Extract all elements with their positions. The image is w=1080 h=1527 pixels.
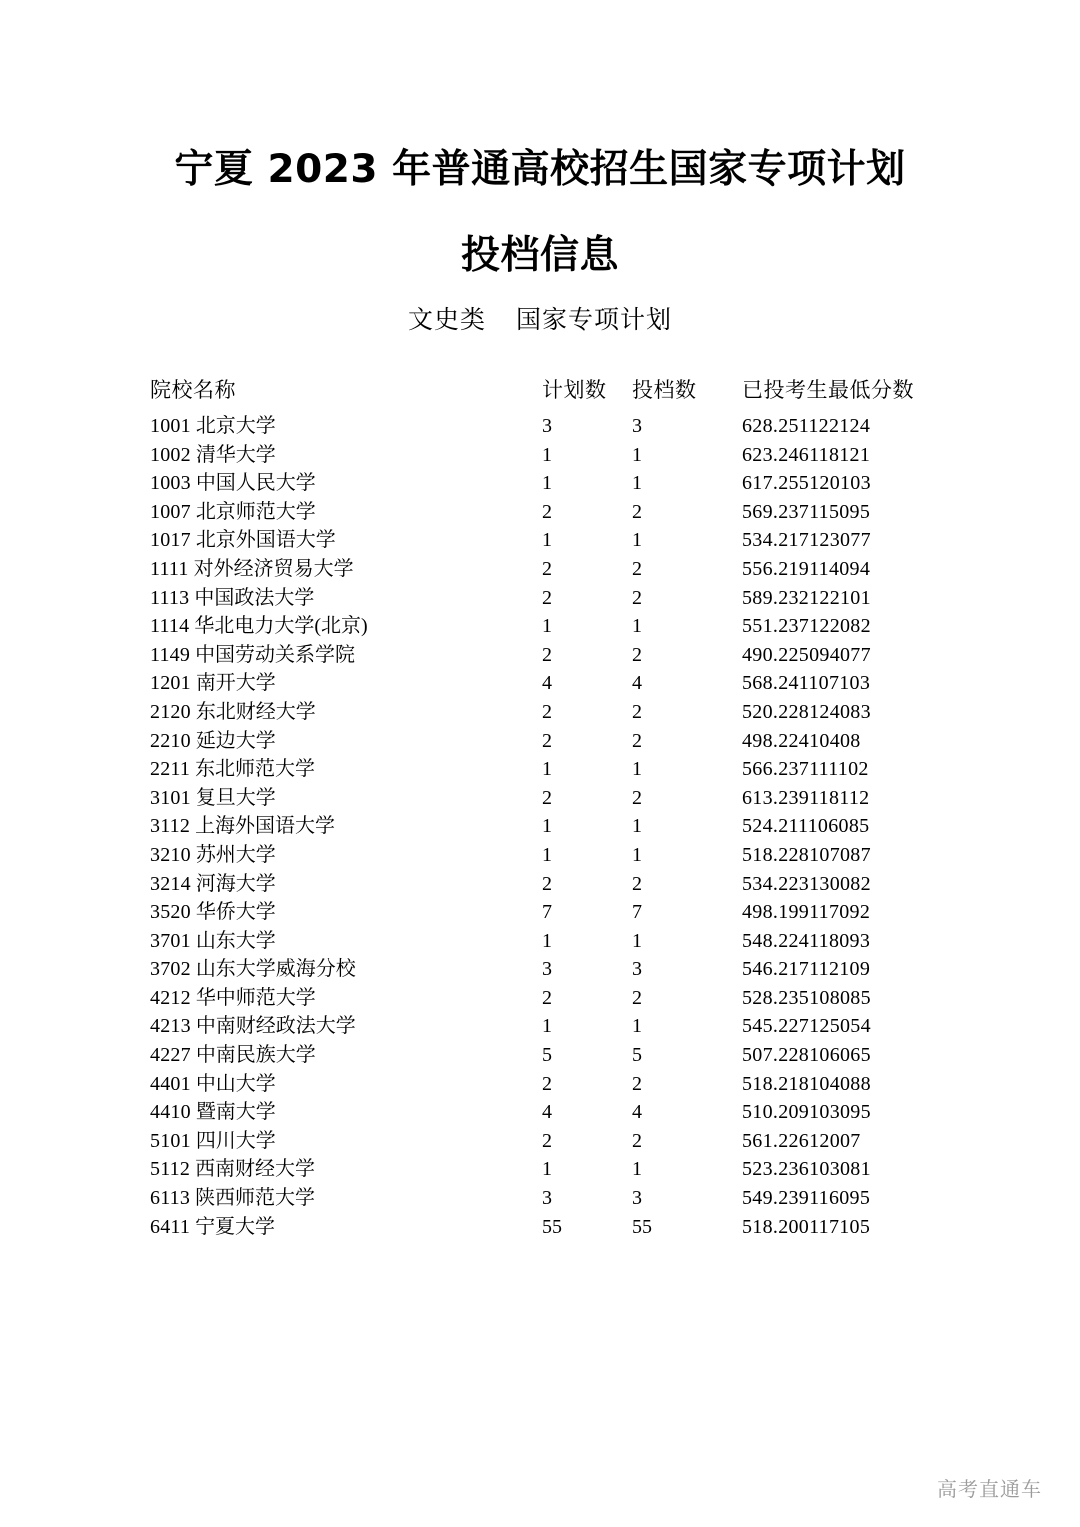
cell-filed-count: 1: [632, 472, 642, 495]
cell-plan-count: 1: [542, 815, 552, 838]
subtitle-category: 文史类: [407, 307, 486, 334]
institution-name: 北京大学: [195, 415, 276, 437]
cell-institution: [150, 698, 542, 727]
table-row: [150, 1070, 940, 1099]
cell-plan-count: 1: [542, 758, 552, 781]
table-row: [150, 870, 940, 899]
institution-code: 1017: [150, 529, 191, 552]
cell-filed-count: 2: [632, 700, 642, 723]
cell-min-score: 613.239118112: [742, 786, 870, 809]
cell-min-score: 623.246118121: [742, 443, 871, 466]
cell-plan-count: 55: [542, 1215, 562, 1238]
institution-code: 1002: [150, 443, 191, 466]
cell-filed-count: 7: [632, 901, 642, 924]
cell-plan-count: 4: [542, 1101, 552, 1124]
cell-institution: [150, 1155, 542, 1184]
cell-plan-count: 1: [542, 529, 552, 552]
cell-filed-count: 1: [632, 1015, 642, 1038]
cell-min-score: 528.235108085: [742, 986, 871, 1009]
institution-name: 四川大学: [195, 1129, 276, 1152]
cell-min-score: 566.237111102: [742, 758, 869, 781]
cell-filed-count: 2: [632, 557, 642, 580]
watermark: 高考直通车: [937, 1479, 1042, 1501]
cell-institution: [150, 526, 542, 555]
cell-plan-count: 3: [542, 415, 552, 437]
cell-institution: [150, 641, 542, 670]
institution-code: 5101: [150, 1129, 191, 1152]
cell-plan-count: 4: [542, 672, 552, 695]
cell-filed-count: 4: [632, 672, 642, 695]
institution-code: 4410: [150, 1101, 191, 1124]
cell-min-score: 534.223130082: [742, 872, 871, 895]
table-row: [150, 755, 940, 784]
cell-filed-count: 2: [632, 643, 642, 666]
institution-name: 苏州大学: [195, 843, 276, 866]
cell-filed-count: 2: [632, 729, 642, 752]
institution-code: 3214: [150, 872, 191, 895]
institution-name: 北京外国语大学: [195, 529, 336, 552]
table-row: [150, 412, 940, 441]
cell-plan-count: 2: [542, 786, 552, 809]
cell-min-score: 548.224118093: [742, 929, 871, 952]
institution-code: 3101: [150, 786, 191, 809]
institution-code: 1007: [150, 500, 191, 523]
cell-plan-count: 2: [542, 586, 552, 609]
cell-filed-count: 1: [632, 1158, 642, 1181]
cell-plan-count: 2: [542, 986, 552, 1009]
cell-min-score: 549.239116095: [742, 1187, 871, 1210]
institution-name: 延边大学: [195, 729, 276, 752]
institution-name: 华北电力大学(北京): [194, 615, 368, 638]
table-row: [150, 584, 940, 613]
institution-code: 4401: [150, 1072, 191, 1095]
institution-code: 1111: [150, 557, 189, 580]
table-row: [150, 641, 940, 670]
admission-table: [150, 374, 940, 1241]
table-row: [150, 526, 940, 555]
cell-filed-count: 2: [632, 1129, 642, 1152]
cell-plan-count: 3: [542, 958, 552, 981]
cell-filed-count: 3: [632, 958, 642, 981]
institution-name: 对外经济贸易大学: [193, 557, 354, 580]
cell-institution: [150, 841, 542, 870]
cell-filed-count: 2: [632, 1072, 642, 1095]
table-row: [150, 1012, 940, 1041]
table-row: [150, 669, 940, 698]
institution-name: 陕西师范大学: [195, 1187, 316, 1210]
institution-name: 山东大学威海分校: [195, 958, 356, 981]
cell-min-score: 546.217112109: [742, 958, 871, 981]
institution-name: 南开大学: [195, 672, 276, 695]
cell-filed-count: 1: [632, 843, 642, 866]
cell-min-score: 498.22410408: [742, 729, 861, 752]
cell-filed-count: 2: [632, 500, 642, 523]
cell-filed-count: 1: [632, 758, 642, 781]
institution-code: 3210: [150, 843, 191, 866]
table-row: [150, 1184, 940, 1213]
table-row: [150, 784, 940, 813]
cell-plan-count: 5: [542, 1044, 552, 1067]
institution-name: 中国人民大学: [195, 472, 316, 495]
cell-plan-count: 2: [542, 557, 552, 580]
institution-name: 西南财经大学: [195, 1158, 316, 1181]
table-row: [150, 498, 940, 527]
institution-code: 2210: [150, 729, 191, 752]
institution-name: 上海外国语大学: [195, 815, 336, 838]
institution-code: 1114: [150, 615, 190, 638]
cell-institution: [150, 1184, 542, 1213]
institution-code: 3702: [150, 958, 191, 981]
institution-code: 3701: [150, 929, 191, 952]
cell-min-score: 534.217123077: [742, 529, 871, 552]
table-row: [150, 984, 940, 1013]
cell-min-score: 518.228107087: [742, 843, 871, 866]
institution-name: 东北财经大学: [195, 700, 316, 723]
table-row: [150, 1213, 940, 1242]
table-row: [150, 469, 940, 498]
cell-min-score: 507.228106065: [742, 1044, 871, 1067]
cell-institution: [150, 555, 542, 584]
cell-min-score: 551.237122082: [742, 615, 871, 638]
table-header-row: [150, 374, 940, 412]
cell-plan-count: 1: [542, 443, 552, 466]
institution-code: 6411: [150, 1215, 191, 1238]
institution-name: 复旦大学: [195, 786, 276, 809]
table-row: [150, 1155, 940, 1184]
table-row: [150, 1098, 940, 1127]
cell-filed-count: 1: [632, 529, 642, 552]
institution-name: 山东大学: [195, 929, 276, 952]
column-header-institution: 院校名称: [150, 378, 236, 402]
institution-code: 6113: [150, 1187, 191, 1210]
cell-institution: [150, 1127, 542, 1156]
institution-code: 1001: [150, 415, 191, 437]
cell-min-score: 556.219114094: [742, 557, 871, 580]
cell-plan-count: 2: [542, 643, 552, 666]
cell-plan-count: 1: [542, 1158, 552, 1181]
cell-min-score: 490.225094077: [742, 643, 871, 666]
cell-min-score: 568.241107103: [742, 672, 871, 695]
cell-institution: [150, 1098, 542, 1127]
column-header-min-score: 已投考生最低分数: [742, 378, 914, 402]
cell-institution: [150, 727, 542, 756]
cell-filed-count: 3: [632, 1187, 642, 1210]
cell-min-score: 524.211106085: [742, 815, 870, 838]
institution-name: 中南财经政法大学: [195, 1015, 356, 1038]
cell-min-score: 510.209103095: [742, 1101, 871, 1124]
institution-name: 中南民族大学: [195, 1044, 316, 1067]
table-row: [150, 1041, 940, 1070]
table-row: [150, 441, 940, 470]
cell-institution: [150, 755, 542, 784]
cell-filed-count: 55: [632, 1215, 652, 1238]
institution-code: 1113: [150, 586, 190, 609]
cell-filed-count: 3: [632, 415, 642, 437]
institution-name: 暨南大学: [195, 1101, 276, 1124]
table-row: [150, 927, 940, 956]
cell-plan-count: 2: [542, 1129, 552, 1152]
cell-filed-count: 1: [632, 815, 642, 838]
institution-code: 3112: [150, 815, 191, 838]
cell-min-score: 589.232122101: [742, 586, 871, 609]
cell-institution: [150, 927, 542, 956]
cell-institution: [150, 669, 542, 698]
cell-filed-count: 1: [632, 615, 642, 638]
institution-name: 河海大学: [195, 872, 276, 895]
institution-name: 华侨大学: [195, 901, 276, 924]
cell-plan-count: 2: [542, 700, 552, 723]
cell-plan-count: 2: [542, 1072, 552, 1095]
institution-name: 清华大学: [195, 443, 276, 466]
table-row: [150, 612, 940, 641]
table-body: [150, 412, 940, 1241]
cell-institution: [150, 1213, 542, 1242]
cell-institution: [150, 870, 542, 899]
cell-institution: [150, 498, 542, 527]
cell-plan-count: 1: [542, 615, 552, 638]
institution-code: 4212: [150, 986, 191, 1009]
institution-code: 4213: [150, 1015, 191, 1038]
institution-code: 2120: [150, 700, 191, 723]
cell-min-score: 545.227125054: [742, 1015, 871, 1038]
institution-name: 华中师范大学: [195, 986, 316, 1009]
column-header-plan-count: 计划数: [542, 378, 607, 402]
subtitle-plan-type: 国家专项计划: [516, 307, 673, 334]
institution-code: 1003: [150, 472, 191, 495]
cell-filed-count: 1: [632, 443, 642, 466]
cell-filed-count: 2: [632, 586, 642, 609]
table-row: [150, 727, 940, 756]
table-header: [150, 374, 940, 412]
table-row: [150, 812, 940, 841]
cell-min-score: 518.218104088: [742, 1072, 871, 1095]
cell-institution: [150, 469, 542, 498]
cell-institution: [150, 784, 542, 813]
cell-institution: [150, 1012, 542, 1041]
institution-name: 东北师范大学: [195, 758, 316, 781]
cell-min-score: 520.228124083: [742, 700, 871, 723]
admission-table-container: [150, 374, 940, 1241]
page-title-line-1: 宁夏 2023 年普通高校招生国家专项计划: [174, 147, 906, 192]
page-title-line-2: 投档信息: [460, 233, 619, 278]
cell-min-score: 628.251122124: [742, 415, 871, 437]
cell-plan-count: 2: [542, 500, 552, 523]
institution-code: 1149: [150, 643, 191, 666]
cell-filed-count: 5: [632, 1044, 642, 1067]
cell-institution: [150, 584, 542, 613]
cell-filed-count: 2: [632, 986, 642, 1009]
table-row: [150, 555, 940, 584]
institution-code: 1201: [150, 672, 191, 695]
cell-institution: [150, 1070, 542, 1099]
institution-code: 5112: [150, 1158, 191, 1181]
cell-institution: [150, 898, 542, 927]
cell-institution: [150, 984, 542, 1013]
cell-plan-count: 1: [542, 843, 552, 866]
table-row: [150, 1127, 940, 1156]
institution-name: 中国劳动关系学院: [195, 643, 356, 666]
cell-min-score: 617.255120103: [742, 472, 871, 495]
institution-name: 中山大学: [195, 1072, 276, 1095]
cell-institution: [150, 612, 542, 641]
cell-plan-count: 1: [542, 1015, 552, 1038]
table-row: [150, 698, 940, 727]
table-row: [150, 955, 940, 984]
cell-plan-count: 3: [542, 1187, 552, 1210]
institution-name: 中国政法大学: [194, 586, 315, 609]
cell-institution: [150, 1041, 542, 1070]
cell-institution: [150, 412, 542, 441]
cell-plan-count: 2: [542, 729, 552, 752]
cell-filed-count: 1: [632, 929, 642, 952]
institution-code: 3520: [150, 901, 191, 924]
cell-filed-count: 2: [632, 872, 642, 895]
cell-filed-count: 4: [632, 1101, 642, 1124]
cell-min-score: 518.200117105: [742, 1215, 871, 1238]
table-row: [150, 898, 940, 927]
cell-institution: [150, 441, 542, 470]
cell-min-score: 561.22612007: [742, 1129, 861, 1152]
cell-filed-count: 2: [632, 786, 642, 809]
cell-min-score: 498.199117092: [742, 901, 871, 924]
cell-min-score: 523.236103081: [742, 1158, 871, 1181]
institution-code: 4227: [150, 1044, 191, 1067]
institution-name: 北京师范大学: [195, 500, 316, 523]
cell-plan-count: 2: [542, 872, 552, 895]
column-header-filed-count: 投档数: [632, 378, 697, 402]
cell-min-score: 569.237115095: [742, 500, 871, 523]
institution-name: 宁夏大学: [195, 1215, 276, 1238]
cell-institution: [150, 955, 542, 984]
cell-plan-count: 7: [542, 901, 552, 924]
cell-institution: [150, 812, 542, 841]
cell-plan-count: 1: [542, 472, 552, 495]
page-subtitle: [0, 308, 1080, 333]
table-row: [150, 841, 940, 870]
cell-plan-count: 1: [542, 929, 552, 952]
institution-code: 2211: [150, 758, 191, 781]
